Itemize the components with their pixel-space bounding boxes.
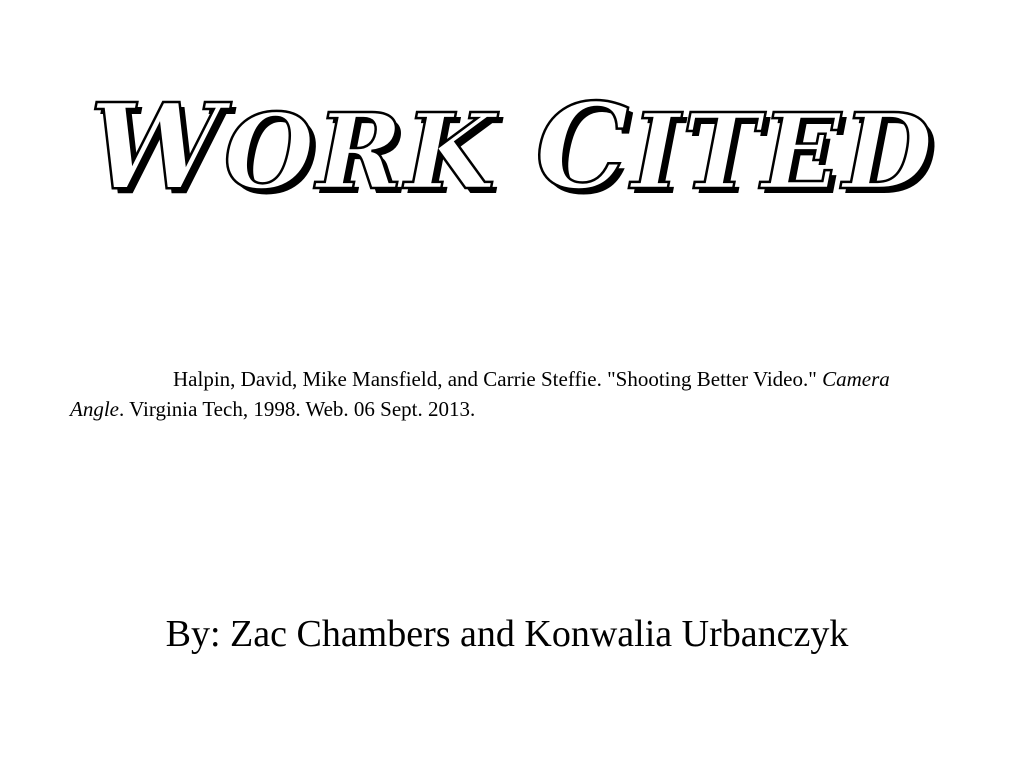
citation-authors-and-title: Halpin, David, Mike Mansfield, and Carrie Steffie. "Shooting Better Video." xyxy=(173,367,823,391)
citation-journal: Camera Angle xyxy=(70,367,890,421)
citation-entry xyxy=(70,364,930,424)
byline: By: Zac Chambers and Konwalia Urbanczyk xyxy=(165,613,849,655)
citation-publication: . Virginia Tech, 1998. Web. 06 Sept. 2013. xyxy=(118,397,476,421)
slide-title: WORK CITED xyxy=(89,77,935,216)
